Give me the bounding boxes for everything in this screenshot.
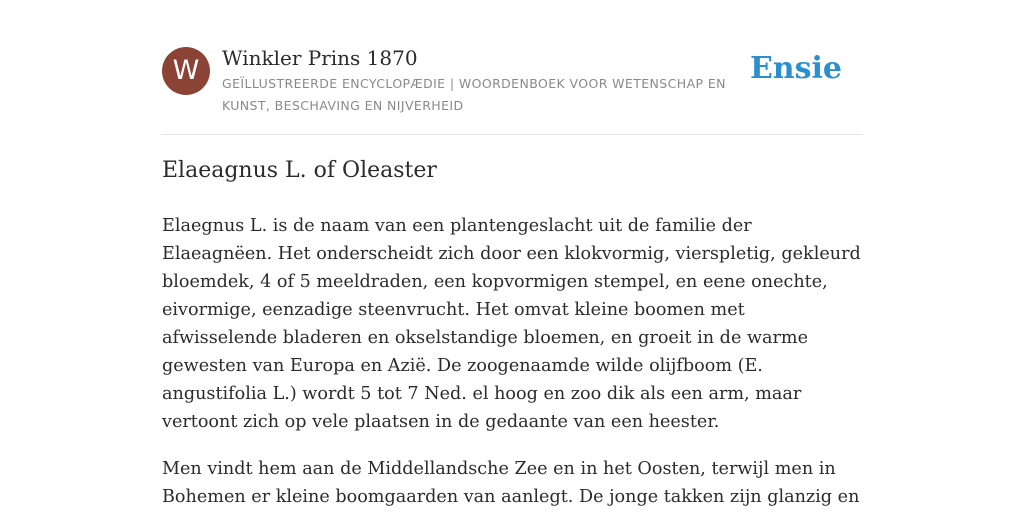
article-title: Elaeagnus L. of Oleaster xyxy=(162,158,437,183)
article-paragraph-1: Elaegnus L. is de naam van een plantengeslacht uit de familie der Elaeagnëen. Het onderscheidt zich door een klokvormig, vierspletig, gekleurd bloemdek, 4 of 5 meeldraden, een kopvormigen stempel, en eene onechte, eivormige, eenzadige steenvrucht. Het omvat kleine boomen met afwisselende bladeren en okselstandige bloemen, en groeit in de warme gewesten van Europa en Azië. De zoogenaamde wilde olijfboom (E. angustifolia L.) wordt 5 tot 7 Ned. el hoog en zoo dik als een arm, maar vertoont zich op vele plaatsen in de gedaante van een heester. xyxy=(162,216,861,432)
article-body xyxy=(162,212,862,530)
source-header xyxy=(162,0,862,135)
ensie-logo-link[interactable]: Ensie xyxy=(749,51,842,86)
page-container xyxy=(162,0,862,507)
source-title[interactable]: Winkler Prins 1870 xyxy=(222,46,418,70)
article-paragraph-2: Men vindt hem aan de Middellandsche Zee en in het Oosten, terwijl men in Bohemen er kleine boomgaarden van aanlegt. De jonge takken zijn glanzig en xyxy=(162,459,860,507)
source-subtitle: GEÏLLUSTREERDE ENCYCLOPÆDIE | WOORDENBOEK VOOR WETENSCHAP EN KUNST, BESCHAVING EN NIJVERHEID xyxy=(222,76,726,113)
source-avatar[interactable]: W xyxy=(162,47,210,95)
